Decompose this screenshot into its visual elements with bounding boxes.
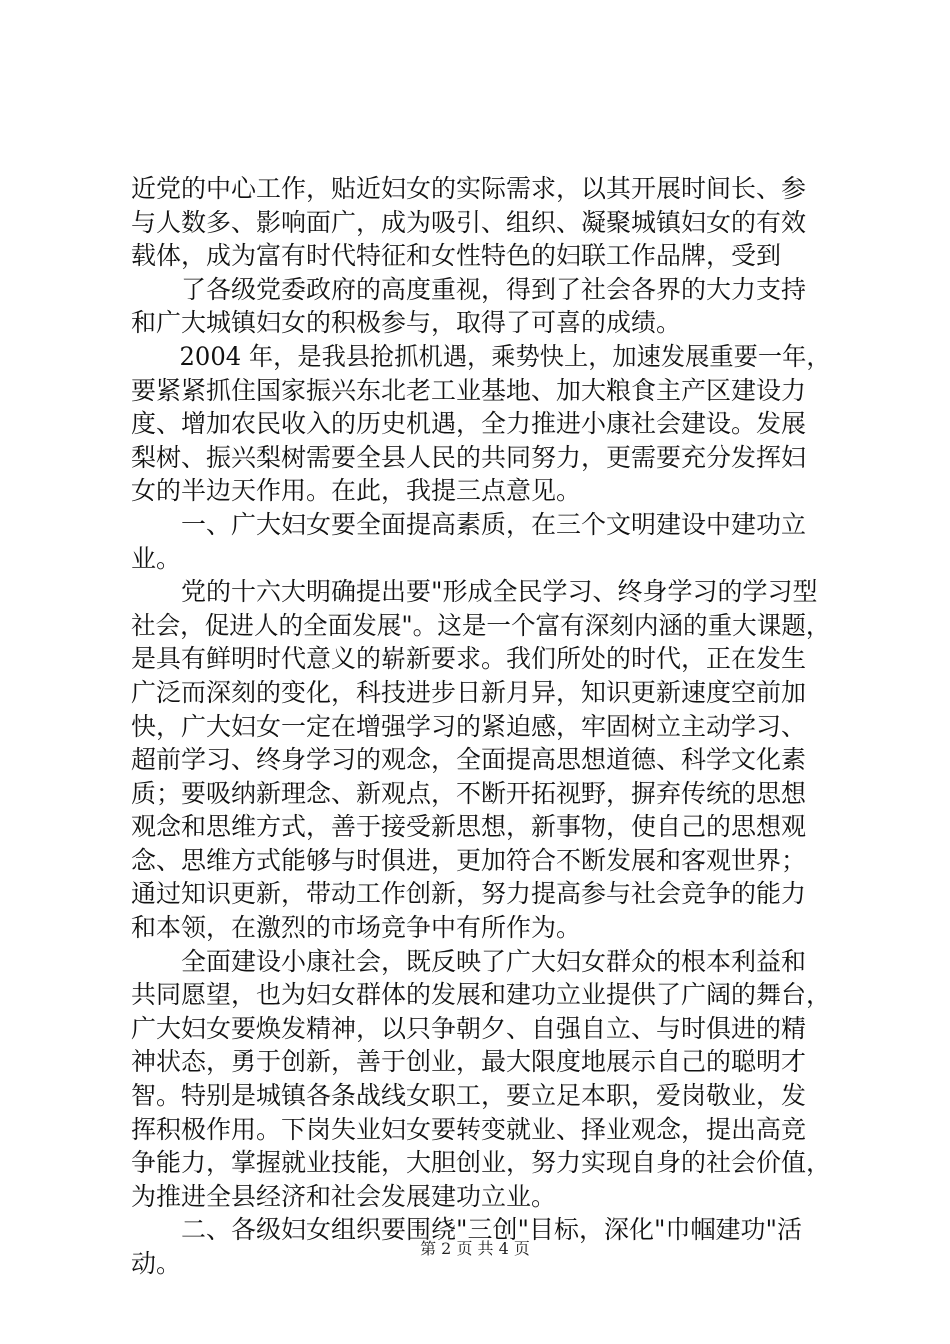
text-line: 全面建设小康社会，既反映了广大妇女群众的根本利益和 [131,946,807,976]
text-line: 为推进全县经济和社会发展建功立业。 [131,1181,557,1211]
text-line: 了各级党委政府的高度重视，得到了社会各界的大力支持 [131,274,807,304]
text-line: 快，广大妇女一定在增强学习的紧迫感，牢固树立主动学习、 [131,711,807,741]
text-line: 2004 年，是我县抢抓机遇，乘势快上，加速发展重要一年， [131,341,831,371]
text-line: 社会，促进人的全面发展"。这是一个富有深刻内涵的重大课题， [131,610,831,640]
text-line: 挥积极作用。下岗失业妇女要转变就业、择业观念，提出高竞 [131,1114,807,1144]
text-line: 一、广大妇女要全面提高素质，在三个文明建设中建功立 [131,509,807,539]
text-line: 共同愿望，也为妇女群体的发展和建功立业提供了广阔的舞台， [131,980,832,1010]
text-line: 观念和思维方式，善于接受新思想，新事物，使自己的思想观 [131,812,807,842]
text-line: 动。 [131,1249,182,1278]
text-line: 和广大城镇妇女的积极参与，取得了可喜的成绩。 [131,308,682,338]
text-line: 女的半边天作用。在此，我提三点意见。 [131,476,582,506]
text-line: 度、增加农民收入的历史机遇，全力推进小康社会建设。发展 [131,409,807,439]
text-line: 神状态，勇于创新，善于创业，最大限度地展示自己的聪明才 [131,1047,807,1077]
text-line: 争能力，掌握就业技能，大胆创业，努力实现自身的社会价值， [131,1148,832,1178]
text-line: 念、思维方式能够与时俱进，更加符合不断发展和客观世界； [131,845,807,875]
text-line: 党的十六大明确提出要"形成全民学习、终身学习的学习型 [131,577,818,607]
text-line: 和本领，在激烈的市场竞争中有所作为。 [131,913,582,943]
text-line: 是具有鲜明时代意义的崭新要求。我们所处的时代，正在发生 [131,644,807,674]
page-footer: 第 2 页 共 4 页 [420,1239,530,1258]
text-line: 近党的中心工作，贴近妇女的实际需求，以其开展时间长、参 [131,174,807,203]
text-line: 业。 [131,543,182,573]
text-line: 智。特别是城镇各条战线女职工，要立足本职，爱岗敬业，发 [131,1081,807,1111]
text-line: 梨树、振兴梨树需要全县人民的共同努力，更需要充分发挥妇 [131,442,807,472]
text-line: 通过知识更新，带动工作创新，努力提高参与社会竞争的能力 [131,879,807,909]
text-line: 二、各级妇女组织要围绕"三创"目标，深化"巾帼建功"活 [131,1215,802,1245]
text-line: 广泛而深刻的变化，科技进步日新月异，知识更新速度空前加 [131,677,807,707]
text-line: 载体，成为富有时代特征和女性特色的妇联工作品牌，受到 [131,241,782,271]
text-line: 与人数多、影响面广，成为吸引、组织、凝聚城镇妇女的有效 [131,207,807,237]
text-line: 广大妇女要焕发精神，以只争朝夕、自强自立、与时俱进的精 [131,1013,807,1043]
body-text [131,172,831,1281]
text-line: 质；要吸纳新理念、新观点，不断开拓视野，摒弃传统的思想 [131,778,807,808]
text-line: 要紧紧抓住国家振兴东北老工业基地、加大粮食主产区建设力 [131,375,807,405]
text-line: 超前学习、终身学习的观念，全面提高思想道德、科学文化素 [131,745,807,775]
